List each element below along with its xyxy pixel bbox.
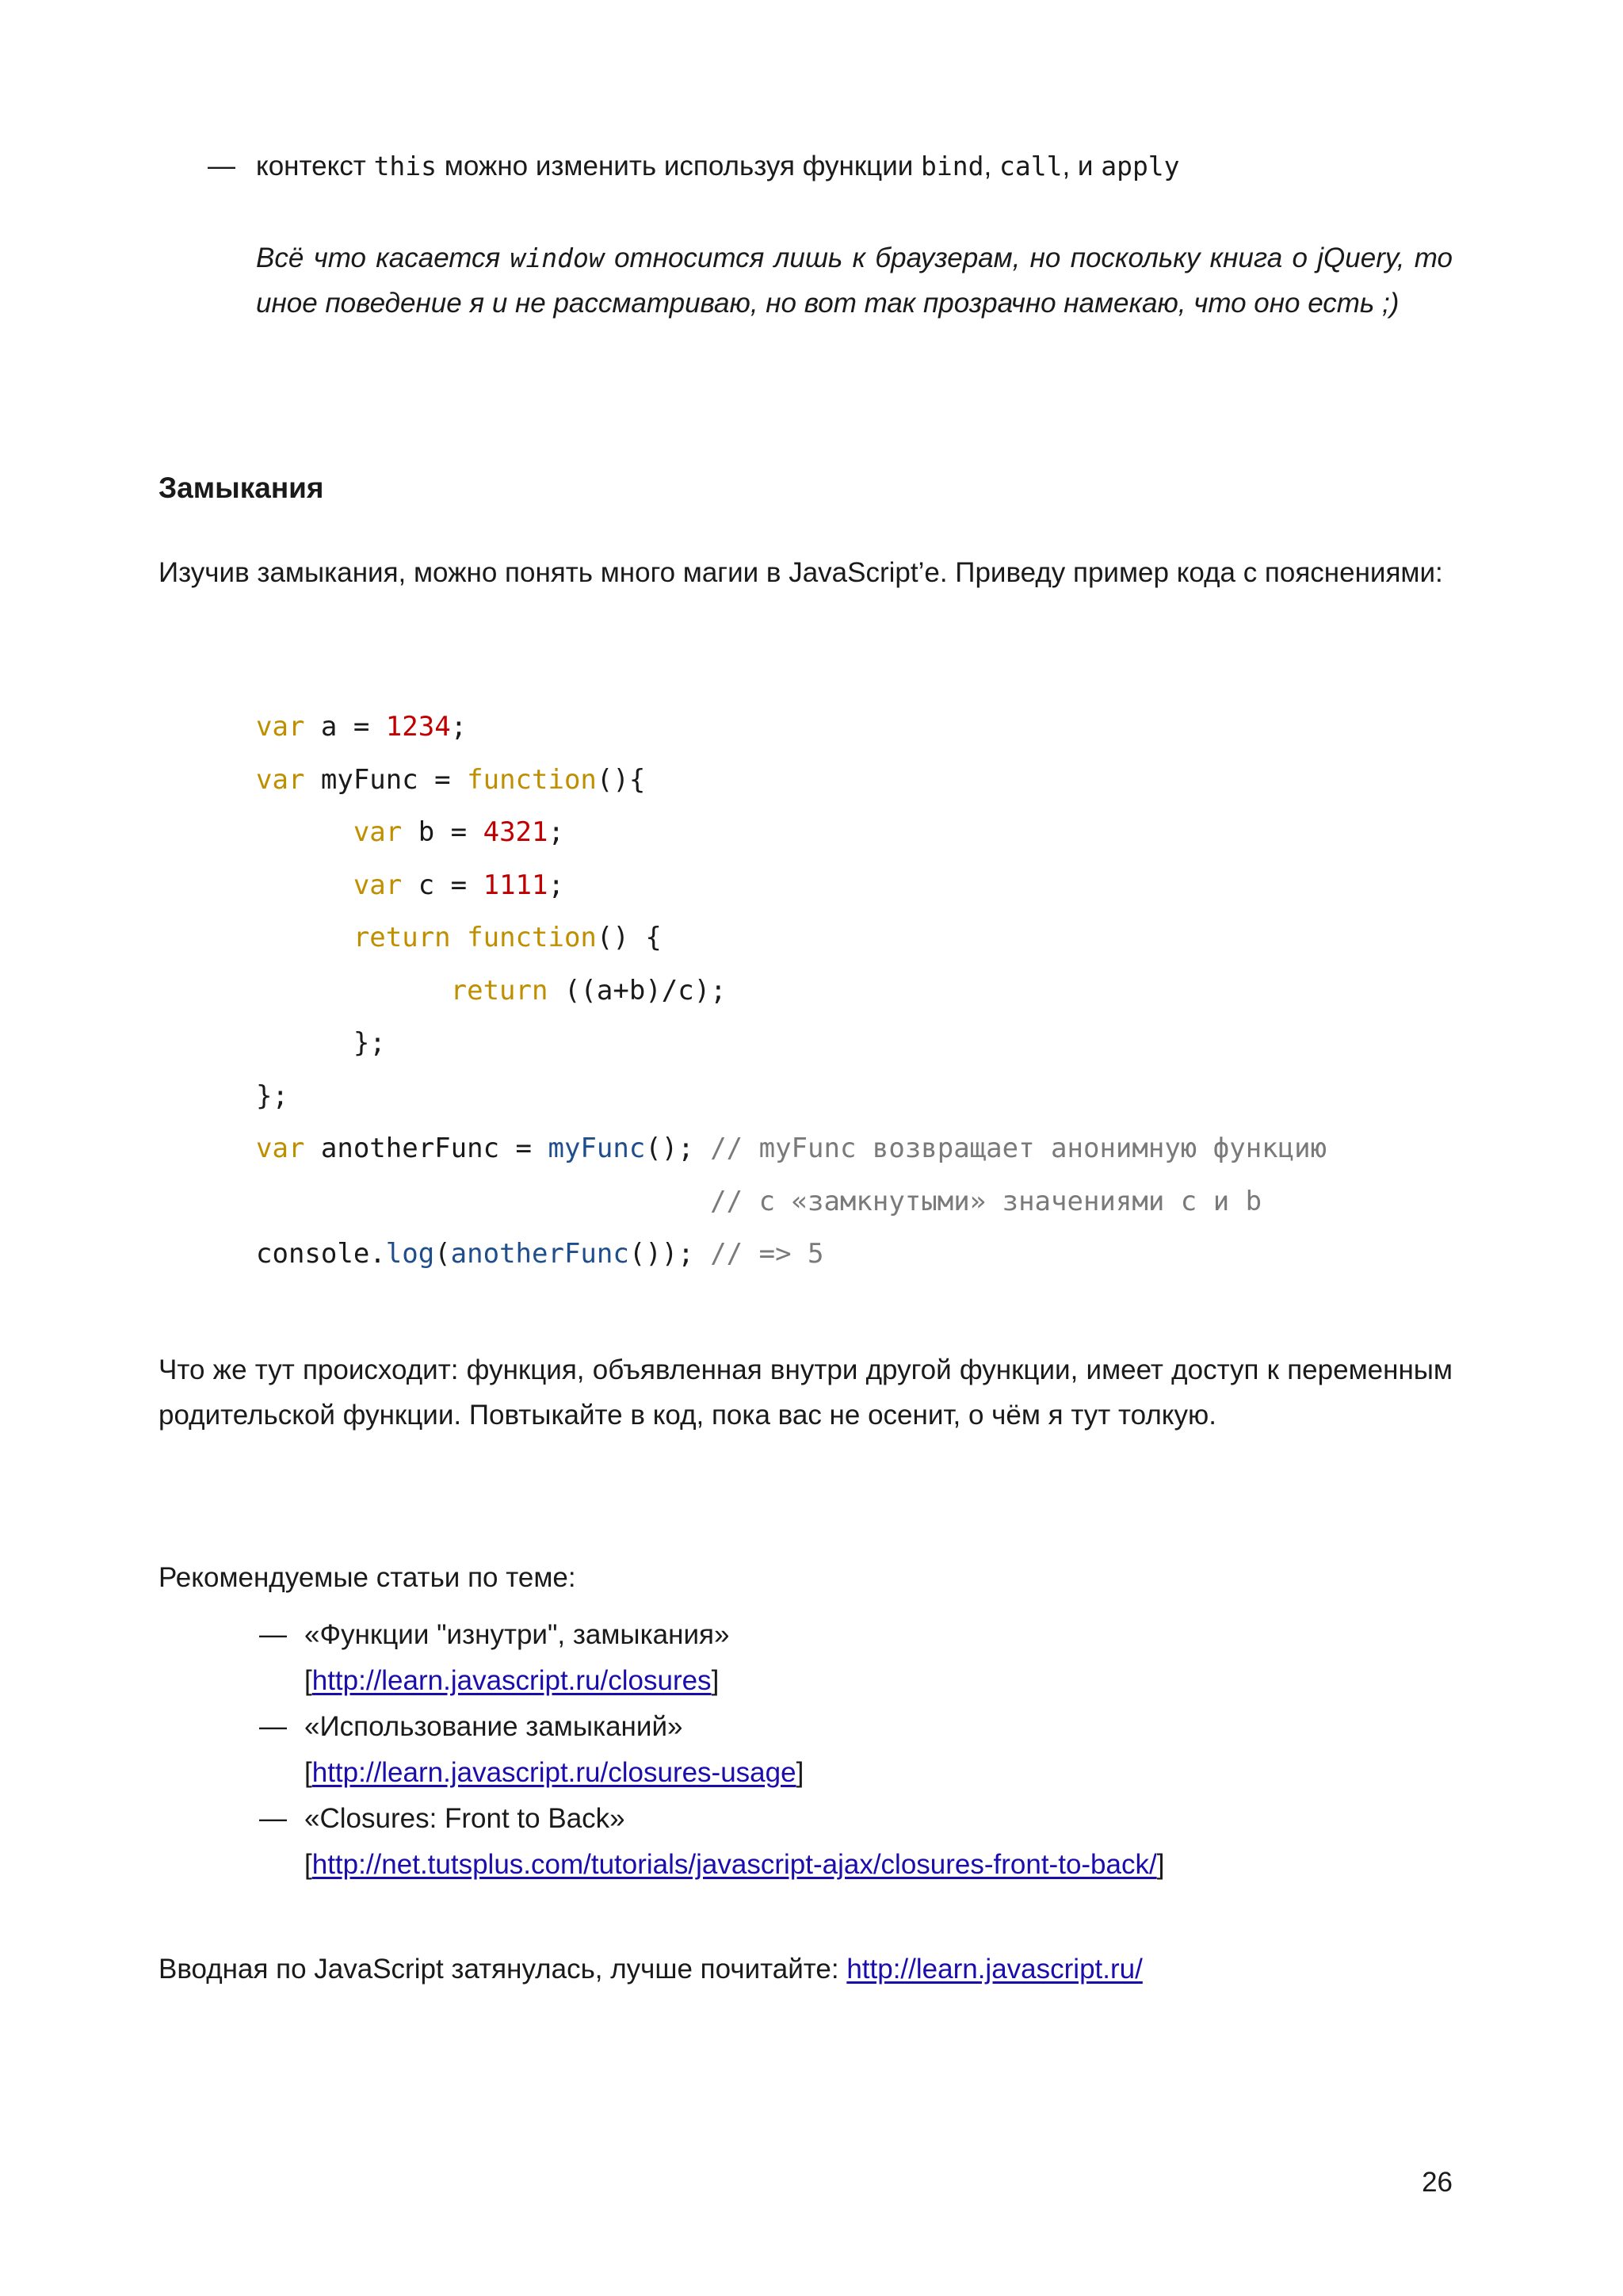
page-number: 26 [1422, 2167, 1453, 2198]
article-link-line [304, 1750, 1453, 1796]
code-token-plain: c = [402, 869, 483, 901]
code-line [256, 1175, 1453, 1228]
code-token-keyword: var [256, 763, 305, 796]
bullet-dash: — [259, 1803, 287, 1834]
code-token-keyword: var [353, 816, 403, 848]
section-heading: Замыкания [158, 472, 324, 504]
code-line [256, 1122, 1453, 1175]
article-link[interactable]: http://learn.javascript.ru/closures-usage [311, 1757, 796, 1788]
list-item [256, 1612, 1453, 1704]
aside-text-part: относится лишь к браузерам, но поскольку книга о jQuery, то иное поведение я и не рассматриваю, но вот так прозрачно намекаю, что оно есть ;) [256, 243, 1453, 319]
bullet-dash: — [208, 151, 235, 181]
code-token-function: log [385, 1238, 435, 1270]
code-token-plain: ()); [628, 1238, 711, 1270]
code-token-keyword: return [450, 974, 548, 1007]
code-token-plain: ; [450, 711, 468, 743]
article-title: «Функции "изнутри", замыкания» [304, 1619, 730, 1650]
code-token-plain: }; [256, 1079, 288, 1112]
code-token-keyword: return [353, 922, 451, 953]
inline-code-call: call [999, 151, 1063, 181]
list-item [256, 1704, 1453, 1796]
code-token-plain: console. [256, 1238, 386, 1270]
article-link[interactable]: http://net.tutsplus.com/tutorials/javascript-ajax/closures-front-to-back/ [311, 1849, 1157, 1880]
list-item-body [304, 1612, 1453, 1704]
inline-code-bind: bind [921, 151, 984, 181]
code-token-keyword: var [256, 1133, 305, 1164]
code-line [256, 806, 1453, 859]
code-token-plain [256, 816, 353, 848]
bracket-close: ] [1156, 1849, 1165, 1880]
article-link[interactable]: http://learn.javascript.ru/closures [311, 1665, 712, 1696]
bracket-close: ] [711, 1665, 720, 1696]
browser-aside-paragraph [256, 235, 1453, 326]
code-token-comment: // с «замкнутыми» значениями c и b [710, 1185, 1262, 1217]
inline-code-this: this [373, 151, 437, 181]
code-token-plain: (); [645, 1133, 711, 1164]
code-token-keyword: function [467, 922, 597, 953]
code-line [256, 754, 1453, 807]
code-token-plain: ; [548, 816, 564, 848]
code-line [256, 1228, 1453, 1281]
code-line [256, 1017, 1453, 1070]
further-reading-line [158, 1946, 1143, 1992]
further-reading-text: Вводная по JavaScript затянулась, лучше почитайте: [158, 1954, 847, 1985]
code-token-keyword: function [467, 763, 597, 796]
code-token-number: 1234 [385, 711, 451, 743]
bracket-close: ] [796, 1757, 804, 1788]
code-line [256, 965, 1453, 1018]
article-link-line [304, 1842, 1453, 1888]
code-token-plain [256, 922, 353, 953]
code-token-plain: ((a+b)/c); [548, 974, 727, 1007]
code-token-function: myFunc [548, 1133, 646, 1164]
note-text-part: контекст [256, 151, 374, 181]
code-token-plain: ( [434, 1238, 451, 1270]
code-token-plain [256, 975, 451, 1007]
list-item-body [304, 1796, 1453, 1888]
context-note-text [256, 143, 1180, 189]
code-token-plain: a = [304, 711, 386, 743]
inline-code-apply: apply [1101, 151, 1180, 181]
code-token-plain [256, 869, 353, 901]
code-token-plain: ; [548, 869, 564, 901]
code-line [256, 701, 1453, 754]
note-text-part: , и [1062, 151, 1102, 181]
bullet-dash: — [259, 1619, 287, 1650]
code-token-plain [256, 1186, 710, 1217]
recommended-list [256, 1612, 1453, 1888]
article-title: «Использование замыканий» [304, 1711, 683, 1742]
list-item-body [304, 1704, 1453, 1796]
code-token-plain: }; [256, 1027, 386, 1059]
further-reading-link[interactable]: http://learn.javascript.ru/ [846, 1954, 1143, 1985]
code-token-plain: anotherFunc = [304, 1133, 548, 1164]
list-item [256, 1796, 1453, 1888]
bracket-open: [ [304, 1849, 312, 1880]
code-token-plain: myFunc = [304, 763, 468, 796]
code-sample [256, 701, 1453, 1281]
note-text-part: , [983, 151, 999, 181]
code-token-keyword: var [256, 711, 305, 743]
code-token-function: anotherFunc [450, 1238, 629, 1270]
code-token-plain: () { [596, 922, 662, 953]
inline-code-window: window [510, 243, 605, 273]
bracket-open: [ [304, 1757, 312, 1788]
code-token-plain: (){ [596, 763, 646, 796]
recommended-heading: Рекомендуемые статьи по теме: [158, 1562, 576, 1593]
bullet-dash: — [259, 1711, 287, 1742]
code-line [256, 1070, 1453, 1123]
code-token-number: 1111 [483, 869, 548, 901]
code-token-comment: // => 5 [710, 1238, 824, 1270]
aside-text-part: Всё что касается [256, 243, 510, 273]
intro-paragraph: Изучив замыкания, можно понять много магии в JavaScript’e. Приведу пример кода с пояснениями: [158, 557, 1443, 588]
code-token-number: 4321 [483, 816, 548, 848]
code-line [256, 911, 1453, 965]
explanation-paragraph: Что же тут происходит: функция, объявленная внутри другой функции, имеет доступ к переменным родительской функции. Повтыкайте в код, пока вас не осенит, о чём я тут толкую. [158, 1354, 1453, 1431]
article-link-line [304, 1658, 1453, 1704]
code-line [256, 859, 1453, 912]
code-token-keyword: var [353, 869, 403, 901]
code-token-comment: // myFunc возвращает анонимную функцию [710, 1133, 1327, 1164]
bracket-open: [ [304, 1665, 312, 1696]
code-token-plain [451, 922, 467, 953]
code-token-plain: b = [402, 816, 483, 848]
note-text-part: можно изменить используя функции [437, 151, 922, 181]
article-title: «Closures: Front to Back» [304, 1803, 625, 1834]
